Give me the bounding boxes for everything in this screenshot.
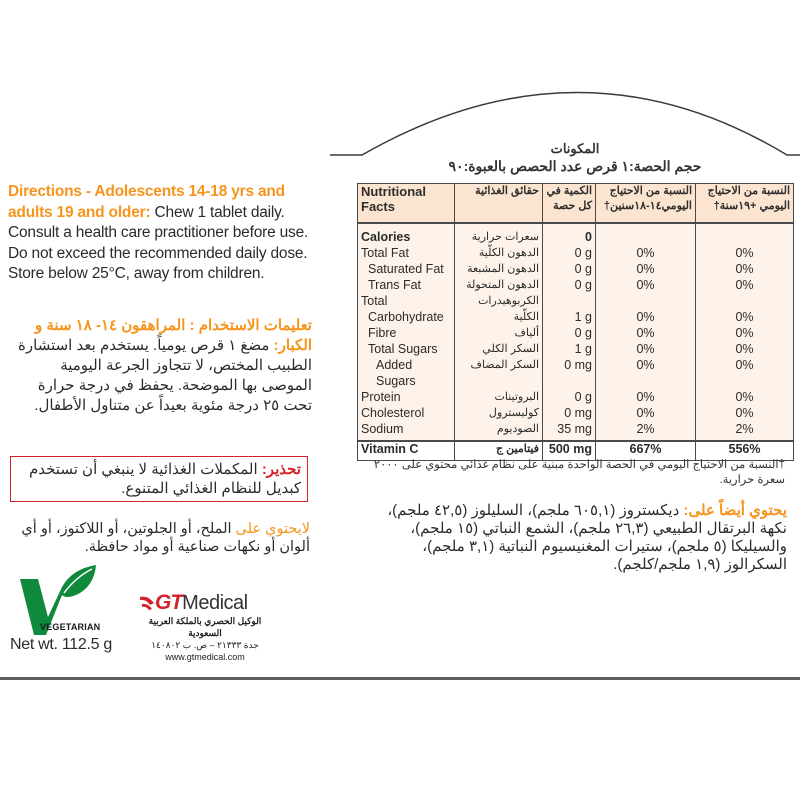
vitamin-en: Vitamin C [358, 441, 455, 461]
nutrient-ar: السكر المضاف [455, 357, 543, 389]
nutrient-dv-teen: 0% [596, 357, 696, 389]
table-row [358, 389, 794, 405]
free-from-label: لايحتوي على [235, 521, 310, 537]
nutrient-ar: ألياف [455, 325, 543, 341]
distributor-line2: جدة ٢١٣٣٣ – ص. ب ١٤٠٨٠٢ [151, 640, 259, 650]
nutrient-dv-adult: 0% [696, 389, 794, 405]
table-row [358, 261, 794, 277]
table-row [358, 245, 794, 261]
free-from-statement [10, 520, 310, 556]
serving-info: حجم الحصة:١ قرص عدد الحصص بالعبوة:٩٠ [448, 158, 702, 174]
directions-arabic-body: مضغ ١ قرص يومياً. يستخدم بعد استشارة الطبيب المختص، لا تتجاوز الجرعة اليومية الموصى بها الموضحة. يحفظ في درجة حرارة تحت ٢٥ درجة مئوية بعيداً عن متناول الأطفال. [18, 337, 312, 414]
net-weight: Net wt. 112.5 g [10, 636, 112, 653]
header-amount: الكمية في كل حصة [543, 184, 596, 224]
nutrient-dv-adult: 0% [696, 309, 794, 325]
nutrient-dv-adult [696, 293, 794, 309]
nutrient-ar: السكر الكلي [455, 341, 543, 357]
table-row [358, 309, 794, 325]
nutrient-en: Total Fat [358, 245, 455, 261]
nutrient-dv-adult: 2% [696, 421, 794, 441]
nutrient-dv-adult: 0% [696, 341, 794, 357]
nutrient-dv-teen: 0% [596, 325, 696, 341]
directions-english [8, 182, 320, 285]
nutrient-amount: 1 g [543, 341, 596, 357]
header-nutritional-facts: Nutritional Facts [358, 184, 455, 224]
also-contains [362, 502, 787, 574]
distributor-line1: الوكيل الحصري بالملكة العربية السعودية [148, 616, 262, 638]
nutrient-amount: 0 g [543, 277, 596, 293]
nutrient-dv-teen [596, 223, 696, 245]
table-row [358, 293, 794, 309]
nutrient-dv-adult: 0% [696, 357, 794, 389]
logo-medical: Medical [182, 592, 248, 614]
vegetarian-label: VEGETARIAN [40, 622, 101, 632]
nutrient-dv-adult: 0% [696, 277, 794, 293]
warning-text: المكملات الغذائية لا ينبغي أن تستخدم كبديل للنظام الغذائي المتنوع. [28, 461, 301, 497]
table-row [358, 421, 794, 441]
table-row [358, 405, 794, 421]
nutrient-amount: 0 mg [543, 405, 596, 421]
also-contains-text: ديكستروز (٦٠٥,١ ملجم)، السليلوز (٤٢,٥ ملجم)، نكهة البرتقال الطبيعي (٢٦,٣ ملجم)، الشمع النباتي (١٥ ملجم)، والسيليكا (٥ ملجم)، ستيرات المغنيسيوم النباتية (٣,١ ملجم)، السكرالوز (١,٩ ملجم/كلجم). [387, 502, 787, 573]
nutrient-dv-teen: 0% [596, 341, 696, 357]
nutrient-dv-teen: 0% [596, 309, 696, 325]
table-row [358, 223, 794, 245]
nutrient-dv-teen: 2% [596, 421, 696, 441]
nutrient-ar: سعرات حرارية [455, 223, 543, 245]
table-row [358, 277, 794, 293]
nutrient-dv-teen [596, 293, 696, 309]
directions-body: Chew 1 tablet daily. Consult a health care practitioner before use. Do not exceed the recommended daily dose. Store below 25°C, away from children. [8, 203, 309, 282]
distributor-block [140, 585, 270, 663]
nutrient-ar: الكلّية [455, 309, 543, 325]
header-dv-adult: النسبة من الاحتياج اليومي +١٩سنة† [696, 184, 794, 224]
nutrient-en: Protein [358, 389, 455, 405]
nutrient-dv-adult: 0% [696, 405, 794, 421]
nutrient-amount: 0 g [543, 245, 596, 261]
nutrient-dv-adult: 0% [696, 325, 794, 341]
nutrition-facts-table [357, 183, 794, 461]
warning-box [10, 456, 308, 502]
nutrient-dv-teen: 0% [596, 245, 696, 261]
header-dv-teen: النسبة من الاحتياج اليومي١٤-١٨سنين† [596, 184, 696, 224]
nutrient-en: Total Sugars [358, 341, 455, 357]
table-header-row [358, 184, 794, 224]
nutrient-amount: 0 mg [543, 357, 596, 389]
nutrient-ar: الدهون المشبعة [455, 261, 543, 277]
table-row [358, 325, 794, 341]
vitamin-dv-teen: 667% [596, 441, 696, 461]
nutrient-en: Sodium [358, 421, 455, 441]
nutrient-en: Saturated Fat [358, 261, 455, 277]
directions-arabic-heading: تعليمات الاستخدام : المراهقون ١٤- ١٨ سنة و الكبار: [34, 317, 312, 354]
header-arabic-facts: حقائق الغذائية [455, 184, 543, 224]
nutrient-ar: الصوديوم [455, 421, 543, 441]
ingredients-title: المكونات [550, 141, 600, 156]
warning-label: تحذير: [261, 461, 301, 478]
nutrient-en: Trans Fat [358, 277, 455, 293]
daily-value-footnote: †النسبة من الاحتياج اليومي في الحصة الواحدة مبنية على نظام غذائي محتوي على ٢٠٠٠ سعرة حرارية. [373, 459, 785, 486]
nutrient-en: Calories [358, 223, 455, 245]
nutrient-ar: كوليسترول [455, 405, 543, 421]
directions-arabic [8, 316, 312, 416]
gt-medical-logo [140, 585, 270, 615]
table-row [358, 341, 794, 357]
nutrient-dv-adult: 0% [696, 261, 794, 277]
nutrient-dv-adult: 0% [696, 245, 794, 261]
nutrient-amount: 35 mg [543, 421, 596, 441]
nutrient-ar: الكربوهيدرات [455, 293, 543, 309]
nutrient-en: Total [358, 293, 455, 309]
nutrient-dv-teen: 0% [596, 277, 696, 293]
nutrient-ar: البروتينات [455, 389, 543, 405]
free-from-text: الملح، أو الجلوتين، أو اللاكتوز، أو أي ألوان أو نكهات صناعية أو مواد حافظة. [21, 521, 310, 555]
nutrient-dv-teen: 0% [596, 405, 696, 421]
table-row [358, 357, 794, 389]
distributor-website[interactable]: www.gtmedical.com [165, 652, 245, 662]
nutrient-dv-teen: 0% [596, 261, 696, 277]
logo-gt: GT [155, 591, 183, 614]
gt-swoosh-icon [140, 595, 154, 615]
nutrient-amount: 0 g [543, 261, 596, 277]
nutrient-dv-teen: 0% [596, 389, 696, 405]
nutrient-dv-adult [696, 223, 794, 245]
vitamin-amount: 500 mg [543, 441, 596, 461]
bottom-divider [0, 677, 800, 680]
nutrient-ar: الدهون المتحولة [455, 277, 543, 293]
nutrient-amount: 0 g [543, 325, 596, 341]
also-contains-label: يحتوي أيضاً على: [683, 502, 787, 519]
nutrient-amount: 0 g [543, 389, 596, 405]
nutrient-ar: الدهون الكلّية [455, 245, 543, 261]
nutrient-amount: 1 g [543, 309, 596, 325]
nutrient-en: Cholesterol [358, 405, 455, 421]
nutrient-en: Added Sugars [358, 357, 455, 389]
vitamin-dv-adult: 556% [696, 441, 794, 461]
nutrient-en: Carbohydrate [358, 309, 455, 325]
nutrient-amount: 0 [543, 223, 596, 245]
vitamin-ar: فيتامين ج [455, 441, 543, 461]
nutrient-en: Fibre [358, 325, 455, 341]
directions-heading: Directions - Adolescents 14-18 yrs and adults 19 and older: [8, 183, 285, 221]
nutrient-amount [543, 293, 596, 309]
